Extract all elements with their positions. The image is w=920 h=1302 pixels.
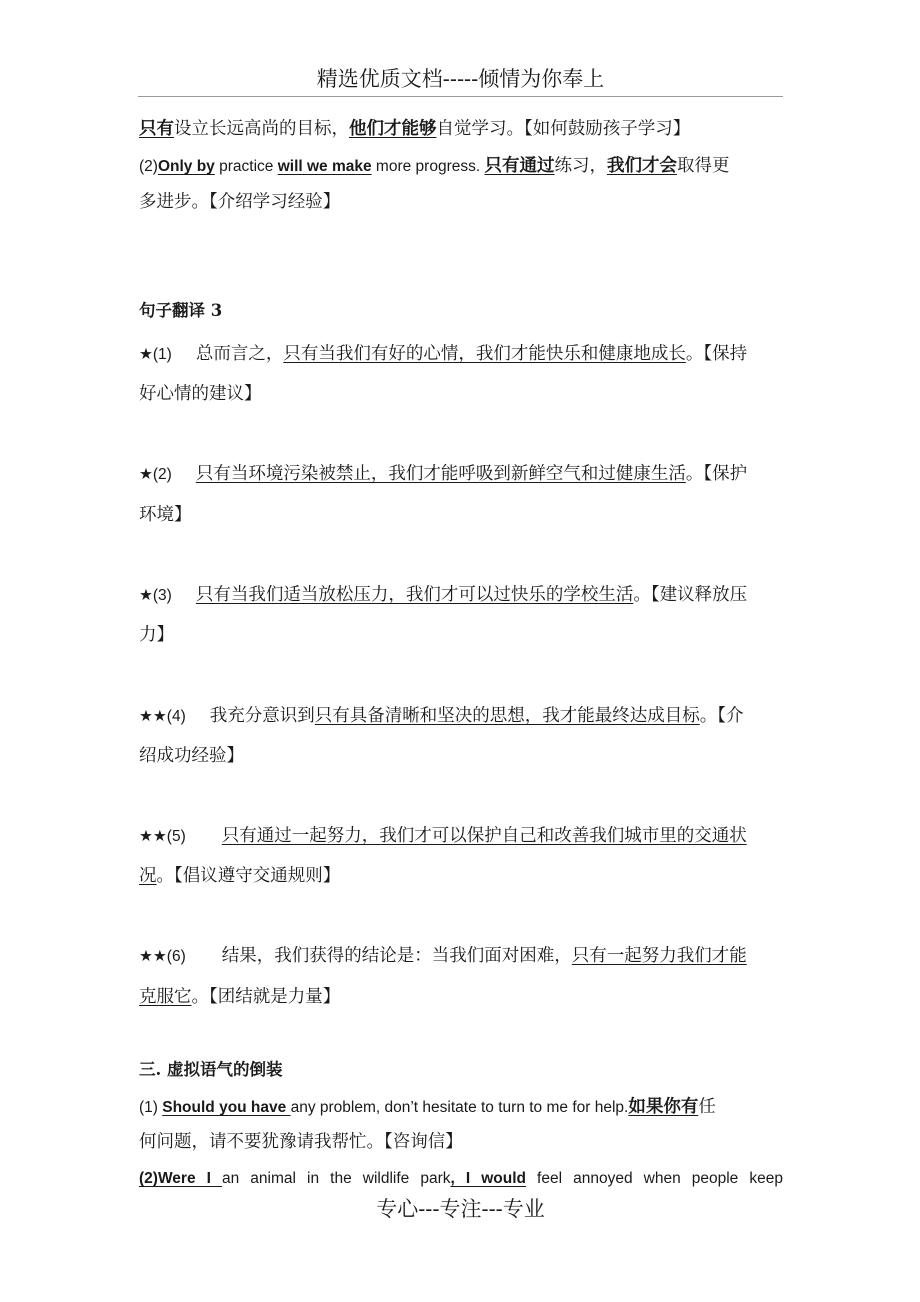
text-span: 任 bbox=[698, 1097, 716, 1117]
text-span: 。【倡议遵守交通规则】 bbox=[156, 866, 341, 886]
text-span: feel annoyed when people keep bbox=[526, 1170, 783, 1187]
underlined-phrase: 只有具备清晰和坚决的思想，我才能最终达成目标 bbox=[314, 706, 700, 726]
underlined-phrase: Only by bbox=[157, 158, 215, 175]
translation-item-2-cont bbox=[139, 503, 783, 527]
text-span: 绍成功经验】 bbox=[139, 746, 244, 766]
underlined-phrase: 只有 bbox=[139, 119, 174, 139]
translation-item-5 bbox=[139, 824, 783, 849]
translation-item-1 bbox=[139, 342, 783, 367]
text-span: 力】 bbox=[139, 625, 174, 645]
underlined-phrase: 只有通过 bbox=[484, 156, 555, 176]
text-span: 。【保护 bbox=[685, 464, 748, 484]
example-sentence-1 bbox=[139, 1095, 783, 1120]
intro-line-3 bbox=[139, 190, 783, 214]
underlined-phrase: 克服它 bbox=[139, 987, 192, 1007]
section-heading: 三. 虚拟语气的倒装 bbox=[139, 1060, 283, 1079]
translation-item-6 bbox=[139, 944, 783, 969]
intro-line-2 bbox=[139, 154, 783, 179]
text-span: any problem, don’t hesitate to turn to me for help. bbox=[290, 1099, 629, 1116]
underlined-phrase: 只有一起努力我们才能 bbox=[571, 946, 747, 966]
underlined-phrase: 他们才能够 bbox=[349, 119, 437, 139]
star-rating: ★(3) bbox=[139, 587, 172, 604]
underlined-phrase: 只有通过一起努力，我们才可以保护自己和改善我们城市里的交通状 bbox=[221, 826, 747, 846]
star-rating: ★(2) bbox=[139, 466, 172, 483]
translation-item-3-cont bbox=[139, 623, 783, 647]
underlined-phrase: will we make bbox=[277, 158, 372, 175]
text-span: 。【团结就是力量】 bbox=[191, 987, 341, 1007]
text-span: 总而言之， bbox=[195, 344, 284, 364]
example-sentence-2 bbox=[139, 1166, 783, 1190]
text-span: 设立长远高尚的目标， bbox=[174, 119, 349, 139]
star-rating: ★★(6) bbox=[139, 948, 186, 965]
underlined-phrase: 况 bbox=[139, 866, 157, 886]
example-sentence-1-cont bbox=[139, 1130, 783, 1154]
underlined-phrase: 只有当我们适当放松压力，我们才可以过快乐的学校生活 bbox=[195, 585, 634, 605]
translation-item-4-cont bbox=[139, 744, 783, 768]
text-span: 好心情的建议】 bbox=[139, 384, 262, 404]
translation-item-6-cont bbox=[139, 985, 783, 1009]
underlined-phrase: 我们才会 bbox=[606, 156, 677, 176]
text-span: 环境】 bbox=[139, 505, 192, 525]
translation-item-4 bbox=[139, 704, 783, 729]
intro-line-1 bbox=[139, 117, 783, 141]
underlined-phrase: 只有当环境污染被禁止，我们才能呼吸到新鲜空气和过健康生活 bbox=[195, 464, 686, 484]
item-number: (2) bbox=[139, 158, 158, 175]
translation-item-2 bbox=[139, 462, 783, 487]
text-span: 自觉学习。【如何鼓励孩子学习】 bbox=[436, 119, 691, 139]
text-span: practice bbox=[214, 158, 278, 175]
page-footer: 专心---专注---专业 bbox=[376, 1197, 545, 1221]
page-header: 精选优质文档-----倾情为你奉上 bbox=[138, 62, 783, 97]
star-rating: ★★(5) bbox=[139, 828, 186, 845]
text-span: an animal in the wildlife park bbox=[222, 1170, 451, 1187]
underlined-phrase: , I would bbox=[450, 1170, 526, 1187]
text-span: 练习， bbox=[554, 156, 607, 176]
text-span: 取得更 bbox=[676, 156, 730, 176]
star-rating: ★★(4) bbox=[139, 708, 186, 725]
text-span: 结果，我们获得的结论是：当我们面对困难， bbox=[221, 946, 572, 966]
translation-item-1-cont bbox=[139, 382, 783, 406]
underlined-phrase: 只有当我们有好的心情，我们才能快乐和健康地成长 bbox=[283, 344, 686, 364]
translation-item-3 bbox=[139, 583, 783, 608]
text-span: more progress. bbox=[371, 158, 485, 175]
text-span: 。【介 bbox=[699, 706, 744, 726]
text-span: 。【建议释放压 bbox=[633, 585, 748, 605]
underlined-phrase: (2)Were I bbox=[139, 1170, 222, 1187]
underlined-phrase: 如果你有 bbox=[628, 1097, 699, 1117]
star-rating: ★(1) bbox=[139, 346, 172, 363]
text-span: 何问题，请不要犹豫请我帮忙。【咨询信】 bbox=[139, 1132, 463, 1152]
translation-item-5-cont bbox=[139, 864, 783, 888]
text-span: 我充分意识到 bbox=[209, 706, 315, 726]
text-span: 多进步。【介绍学习经验】 bbox=[139, 192, 341, 212]
section-heading: 句子翻译 3 bbox=[139, 301, 223, 320]
item-number: (1) bbox=[139, 1099, 163, 1116]
text-span: 。【保持 bbox=[685, 344, 748, 364]
underlined-phrase: Should you have bbox=[162, 1099, 291, 1116]
